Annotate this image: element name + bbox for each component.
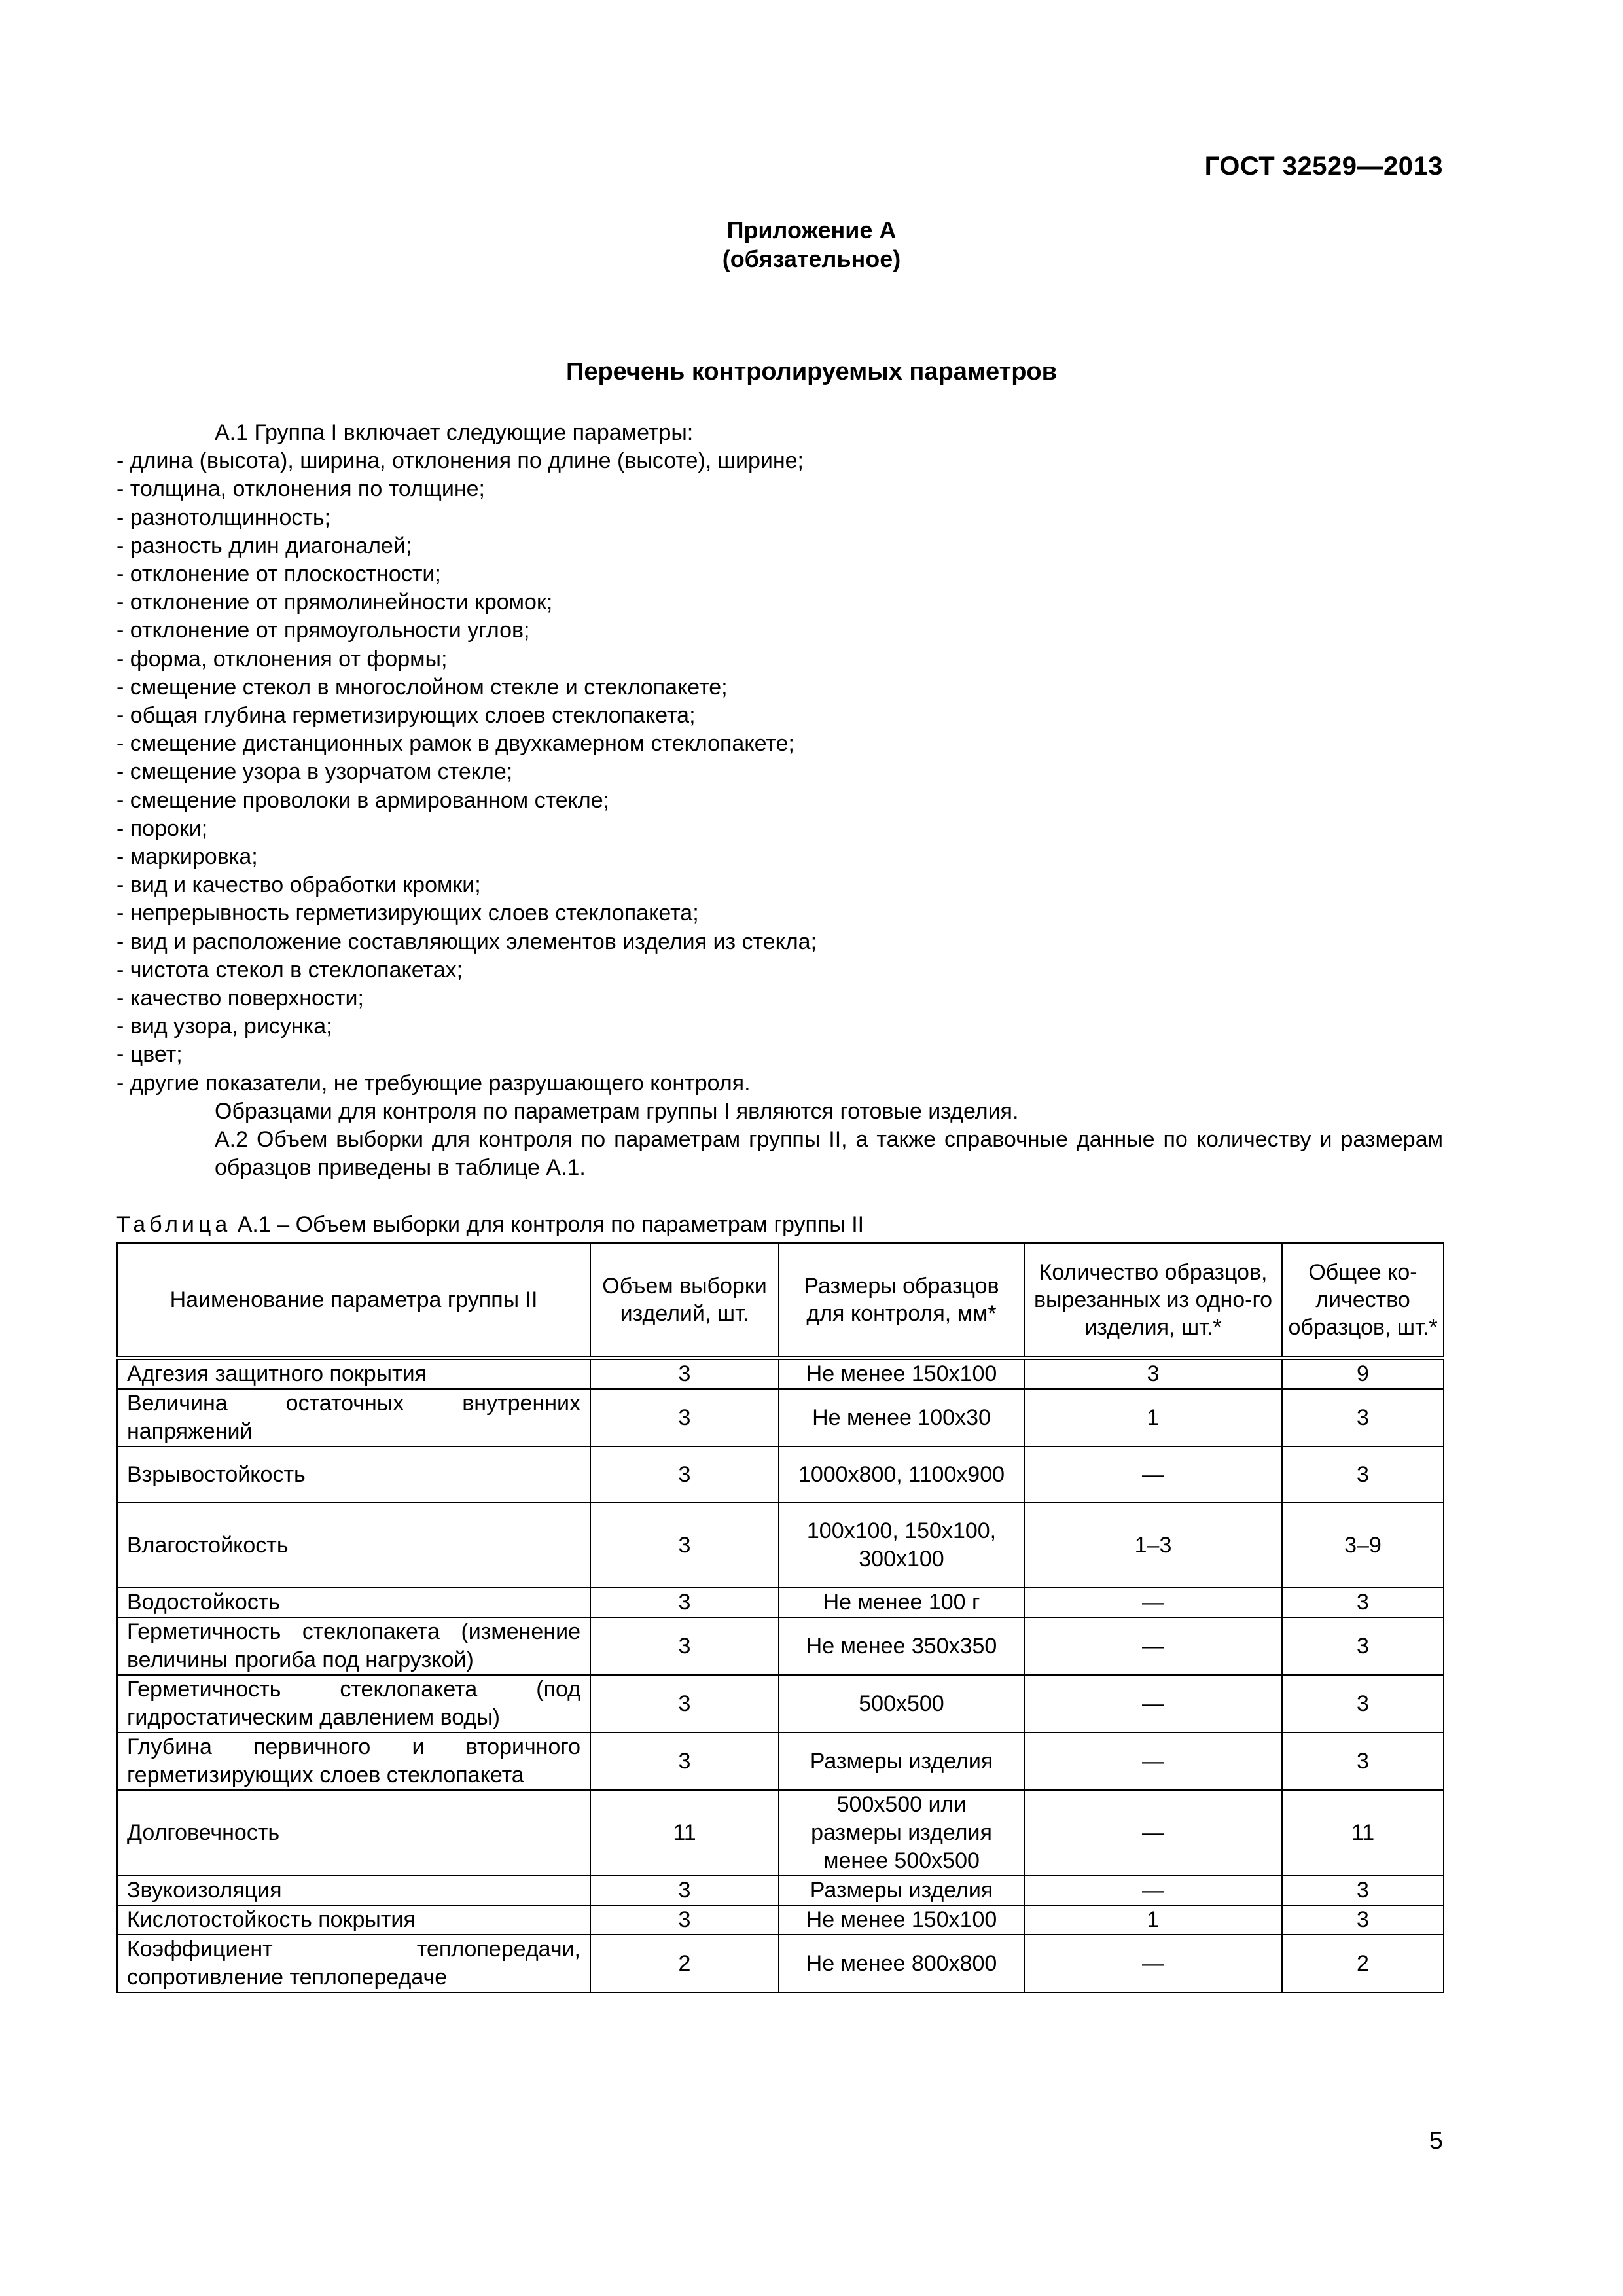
parameter-list-item: - цвет; bbox=[116, 1042, 183, 1067]
header-sizes: Размеры образцов для контроля, мм* bbox=[779, 1243, 1024, 1358]
table-row bbox=[117, 1905, 1444, 1935]
row-sizes-cell: Не менее 100х30 bbox=[779, 1389, 1024, 1446]
parameter-list-item: - общая глубина герметизирующих слоев стеклопакета; bbox=[116, 703, 696, 728]
row-name-cell: Герметичность стеклопакета (под гидростатическим давлением воды) bbox=[117, 1675, 590, 1732]
header-name: Наименование параметра группы II bbox=[117, 1243, 590, 1358]
row-total-cell: 9 bbox=[1282, 1358, 1444, 1389]
appendix-title: Приложение А bbox=[726, 217, 897, 243]
table-caption-text: А.1 – Объем выборки для контроля по параметрам группы II bbox=[231, 1212, 865, 1237]
header-count: Количество образцов, вырезанных из одно-го изделия, шт.* bbox=[1024, 1243, 1282, 1358]
row-total-cell: 2 bbox=[1282, 1935, 1444, 1992]
row-name-cell: Величина остаточных внутренних напряжений bbox=[117, 1389, 590, 1446]
parameter-list-item: - непрерывность герметизирующих слоев стеклопакета; bbox=[116, 901, 699, 926]
table-row bbox=[117, 1675, 1444, 1732]
parameter-list-item: - толщина, отклонения по толщине; bbox=[116, 476, 485, 502]
row-sizes-cell: Не менее 800х800 bbox=[779, 1935, 1024, 1992]
row-sizes-cell: Не менее 150х100 bbox=[779, 1905, 1024, 1935]
row-name-cell: Водостойкость bbox=[117, 1588, 590, 1617]
table-row bbox=[117, 1389, 1444, 1446]
row-total-cell: 3 bbox=[1282, 1588, 1444, 1617]
row-total-cell: 3–9 bbox=[1282, 1503, 1444, 1588]
row-volume-cell: 3 bbox=[590, 1617, 779, 1675]
header-volume: Объем выборки изделий, шт. bbox=[590, 1243, 779, 1358]
row-volume-cell: 3 bbox=[590, 1905, 779, 1935]
row-count-cell: — bbox=[1024, 1876, 1282, 1905]
row-count-cell: 3 bbox=[1024, 1358, 1282, 1389]
row-count-cell: — bbox=[1024, 1935, 1282, 1992]
table-row bbox=[117, 1358, 1444, 1389]
parameter-list-item: - разнотолщинность; bbox=[116, 505, 331, 530]
row-sizes-cell: Размеры изделия bbox=[779, 1732, 1024, 1790]
parameter-list-item: - длина (высота), ширина, отклонения по длине (высоте), ширине; bbox=[116, 448, 804, 474]
row-count-cell: — bbox=[1024, 1790, 1282, 1876]
table-row bbox=[117, 1935, 1444, 1992]
row-total-cell: 11 bbox=[1282, 1790, 1444, 1876]
row-count-cell: — bbox=[1024, 1446, 1282, 1503]
samples-note: Образцами для контроля по параметрам группы I являются готовые изделия. bbox=[215, 1098, 1019, 1124]
parameter-list-item: - смещение стекол в многослойном стекле и стеклопакете; bbox=[116, 674, 728, 700]
row-sizes-cell: 1000х800, 1100х900 bbox=[779, 1446, 1024, 1503]
row-total-cell: 3 bbox=[1282, 1675, 1444, 1732]
parameter-list-item: - вид узора, рисунка; bbox=[116, 1014, 332, 1039]
row-name-cell: Адгезия защитного покрытия bbox=[117, 1358, 590, 1389]
header-total: Общее ко-личество образцов, шт.* bbox=[1282, 1243, 1444, 1358]
document-code: ГОСТ 32529—2013 bbox=[1204, 152, 1443, 181]
row-volume-cell: 3 bbox=[590, 1876, 779, 1905]
appendix-status: (обязательное) bbox=[722, 245, 901, 272]
row-sizes-cell: Не менее 350х350 bbox=[779, 1617, 1024, 1675]
row-name-cell: Коэффициент теплопередачи, сопротивление теплопередаче bbox=[117, 1935, 590, 1992]
row-name-cell: Кислотостойкость покрытия bbox=[117, 1905, 590, 1935]
parameter-list-item: - пороки; bbox=[116, 816, 208, 841]
parameter-list-item: - смещение узора в узорчатом стекле; bbox=[116, 759, 513, 785]
parameter-list-item: - форма, отклонения от формы; bbox=[116, 646, 448, 672]
row-sizes-cell: 100х100, 150х100, 300х100 bbox=[779, 1503, 1024, 1588]
parameters-table bbox=[116, 1242, 1444, 1993]
row-total-cell: 3 bbox=[1282, 1617, 1444, 1675]
table-body bbox=[117, 1358, 1444, 1992]
parameter-list-item: - вид и расположение составляющих элементов изделия из стекла; bbox=[116, 929, 817, 954]
row-sizes-cell: 500х500 bbox=[779, 1675, 1024, 1732]
table-caption bbox=[116, 1212, 864, 1238]
parameter-list-item: - смещение проволоки в армированном стекле; bbox=[116, 787, 610, 813]
page-number: 5 bbox=[1429, 2127, 1443, 2155]
row-name-cell: Взрывостойкость bbox=[117, 1446, 590, 1503]
parameter-list-item: - отклонение от прямоугольности углов; bbox=[116, 618, 530, 643]
row-name-cell: Влагостойкость bbox=[117, 1503, 590, 1588]
row-count-cell: 1 bbox=[1024, 1389, 1282, 1446]
table-row bbox=[117, 1446, 1444, 1503]
row-total-cell: 3 bbox=[1282, 1732, 1444, 1790]
row-total-cell: 3 bbox=[1282, 1389, 1444, 1446]
row-sizes-cell: 500х500 или размеры изделия менее 500х500 bbox=[779, 1790, 1024, 1876]
section-heading: Перечень контролируемых параметров bbox=[566, 358, 1057, 386]
row-total-cell: 3 bbox=[1282, 1876, 1444, 1905]
table-row bbox=[117, 1503, 1444, 1588]
table-header-row bbox=[117, 1243, 1444, 1358]
row-volume-cell: 3 bbox=[590, 1446, 779, 1503]
appendix-header bbox=[0, 216, 1623, 274]
table-row bbox=[117, 1588, 1444, 1617]
parameter-list-item: - смещение дистанционных рамок в двухкамерном стеклопакете; bbox=[116, 731, 794, 757]
parameter-list-item: - другие показатели, не требующие разрушающего контроля. bbox=[116, 1070, 751, 1096]
table-row bbox=[117, 1876, 1444, 1905]
row-name-cell: Долговечность bbox=[117, 1790, 590, 1876]
row-volume-cell: 3 bbox=[590, 1675, 779, 1732]
row-volume-cell: 3 bbox=[590, 1503, 779, 1588]
row-volume-cell: 2 bbox=[590, 1935, 779, 1992]
row-count-cell: — bbox=[1024, 1588, 1282, 1617]
row-volume-cell: 3 bbox=[590, 1732, 779, 1790]
table-row bbox=[117, 1732, 1444, 1790]
intro-paragraph: А.1 Группа I включает следующие параметры: bbox=[215, 420, 694, 445]
parameter-list-item: - чистота стекол в стеклопакетах; bbox=[116, 957, 463, 982]
row-name-cell: Герметичность стеклопакета (изменение величины прогиба под нагрузкой) bbox=[117, 1617, 590, 1675]
row-sizes-cell: Не менее 150х100 bbox=[779, 1358, 1024, 1389]
row-name-cell: Звукоизоляция bbox=[117, 1876, 590, 1905]
row-count-cell: — bbox=[1024, 1617, 1282, 1675]
row-total-cell: 3 bbox=[1282, 1905, 1444, 1935]
row-count-cell: 1–3 bbox=[1024, 1503, 1282, 1588]
row-volume-cell: 3 bbox=[590, 1588, 779, 1617]
table-row bbox=[117, 1617, 1444, 1675]
row-volume-cell: 3 bbox=[590, 1389, 779, 1446]
a2-paragraph: А.2 Объем выборки для контроля по параметрам группы II, а также справочные данные по количеству и размерам образцов приведены в таблице А.1. bbox=[215, 1127, 1443, 1181]
table-row bbox=[117, 1790, 1444, 1876]
parameter-list bbox=[116, 447, 1443, 1098]
row-count-cell: 1 bbox=[1024, 1905, 1282, 1935]
body-text bbox=[116, 419, 1443, 1182]
row-sizes-cell: Размеры изделия bbox=[779, 1876, 1024, 1905]
parameter-list-item: - разность длин диагоналей; bbox=[116, 533, 412, 558]
parameter-list-item: - качество поверхности; bbox=[116, 986, 364, 1011]
table-caption-word: Таблица bbox=[116, 1212, 232, 1237]
row-sizes-cell: Не менее 100 г bbox=[779, 1588, 1024, 1617]
parameter-list-item: - отклонение от прямолинейности кромок; bbox=[116, 590, 553, 615]
row-count-cell: — bbox=[1024, 1732, 1282, 1790]
row-name-cell: Глубина первичного и вторичного герметизирующих слоев стеклопакета bbox=[117, 1732, 590, 1790]
parameter-list-item: - маркировка; bbox=[116, 844, 258, 870]
row-volume-cell: 11 bbox=[590, 1790, 779, 1876]
row-volume-cell: 3 bbox=[590, 1358, 779, 1389]
parameter-list-item: - отклонение от плоскостности; bbox=[116, 562, 441, 587]
parameter-list-item: - вид и качество обработки кромки; bbox=[116, 872, 481, 898]
row-count-cell: — bbox=[1024, 1675, 1282, 1732]
row-total-cell: 3 bbox=[1282, 1446, 1444, 1503]
